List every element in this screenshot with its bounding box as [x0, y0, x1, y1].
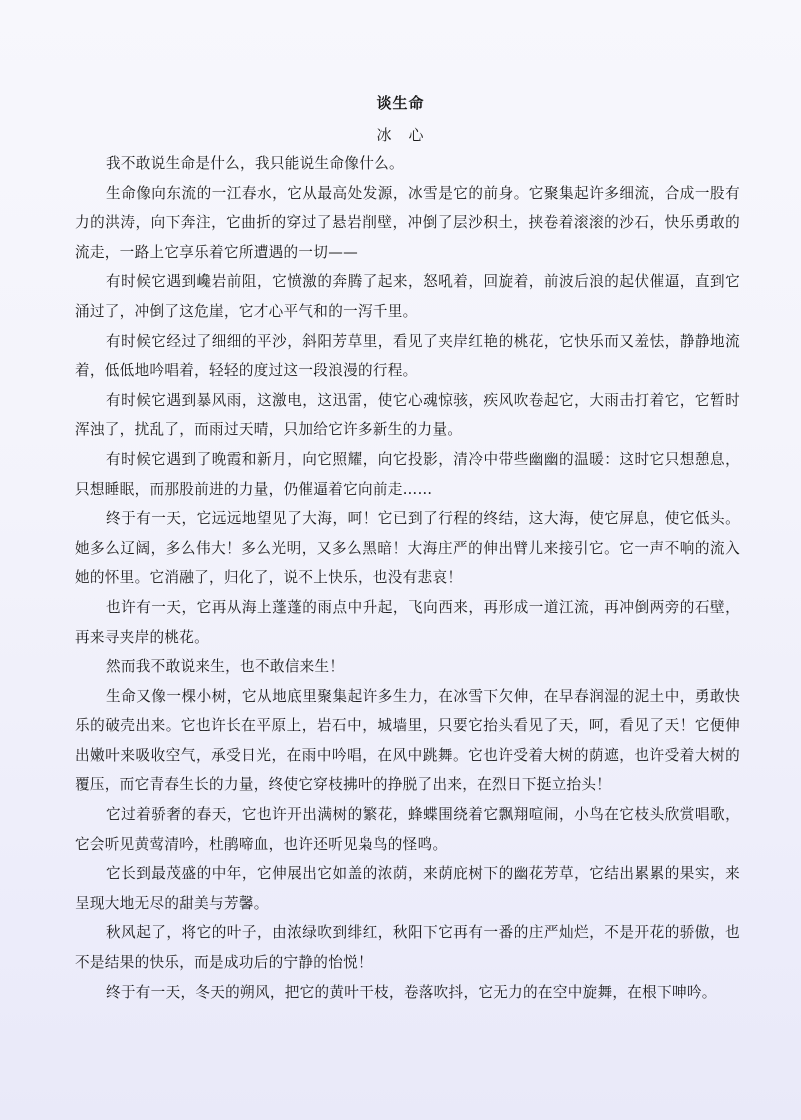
paragraph: 终于有一天，冬天的朔风，把它的黄叶干枝，卷落吹抖，它无力的在空中旋舞，在根下呻吟。: [106, 983, 717, 1001]
article-body: [75, 149, 740, 1007]
paragraph: 它长到最茂盛的中年，它伸展出它如盖的浓荫，来荫庇树下的幽花芳草，它结出累累的果实，来呈现大地无尽的甜美与芳馨。: [75, 865, 740, 912]
author-name: 冰 心: [376, 126, 425, 144]
paragraph: 有时候它遇到暴风雨，这激电，这迅雷，使它心魂惊骇，疾风吹卷起它，大雨击打着它，它暂时浑浊了，扰乱了，而雨过天晴，只加给它许多新生的力量。: [75, 391, 740, 439]
paragraph: 它过着骄奢的春天，它也许开出满树的繁花，蜂蝶围绕着它飘翔喧闹，小鸟在它枝头欣赏唱歌，它会听见黄莺清吟，杜鹃啼血，也许还听见枭鸟的怪鸣。: [75, 806, 740, 853]
paragraph: 生命像向东流的一江春水，它从最高处发源，冰雪是它的前身。它聚集起许多细流，合成一股有力的洪涛，向下奔注，它曲折的穿过了悬岩削壁，冲倒了层沙积土，挟卷着滚滚的沙石，快乐勇敢的流走，一路上它享乐着它所遭遇的一切——: [75, 184, 740, 261]
paragraph: 终于有一天，它远远地望见了大海，呵！它已到了行程的终结，这大海，使它屏息，使它低头。她多么辽阔，多么伟大！多么光明，又多么黑暗！大海庄严的伸出臂儿来接引它。它一声不响的流入她的怀里。它消融了，归化了，说不上快乐，也没有悲哀！: [75, 510, 740, 587]
page-title: 谈生命: [376, 94, 425, 112]
paragraph: 秋风起了，将它的叶子，由浓绿吹到绯红，秋阳下它再有一番的庄严灿烂，不是开花的骄傲，也不是结果的快乐，而是成功后的宁静的怡悦！: [75, 924, 740, 972]
paragraph: 有时候它遇到了晚霞和新月，向它照耀，向它投影，清冷中带些幽幽的温暖：这时它只想憩息，只想睡眠，而那股前进的力量，仍催逼着它向前走……: [75, 450, 740, 498]
paragraph: 然而我不敢说来生，也不敢信来生！: [106, 658, 345, 676]
paragraph: 生命又像一棵小树，它从地底里聚集起许多生力，在冰雪下欠伸，在早春润湿的泥土中，勇敢快乐的破壳出来。它也许长在平原上，岩石中，城墙里，只要它抬头看见了天，呵，看见了天！它便伸出嫩叶来吸收空气，承受日光，在雨中吟唱，在风中跳舞。它也许受着大树的荫遮，也许受着大树的覆压，而它青春生长的力量，终使它穿枝拂叶的挣脱了出来，在烈日下挺立抬头！: [75, 687, 740, 794]
paragraph: 有时候它经过了细细的平沙，斜阳芳草里，看见了夹岸红艳的桃花，它快乐而又羞怯，静静地流着，低低地吟唱着，轻轻的度过这一段浪漫的行程。: [75, 332, 740, 380]
paragraph: 也许有一天，它再从海上蓬蓬的雨点中升起，飞向西来，再形成一道江流，再冲倒两旁的石壁，再来寻夹岸的桃花。: [75, 598, 740, 646]
paragraph: 我不敢说生命是什么，我只能说生命像什么。: [106, 155, 404, 172]
paragraph: 有时候它遇到巉岩前阻，它愤激的奔腾了起来，怒吼着，回旋着，前波后浪的起伏催逼，直到它涌过了，冲倒了这危崖，它才心平气和的一泻千里。: [75, 273, 740, 320]
